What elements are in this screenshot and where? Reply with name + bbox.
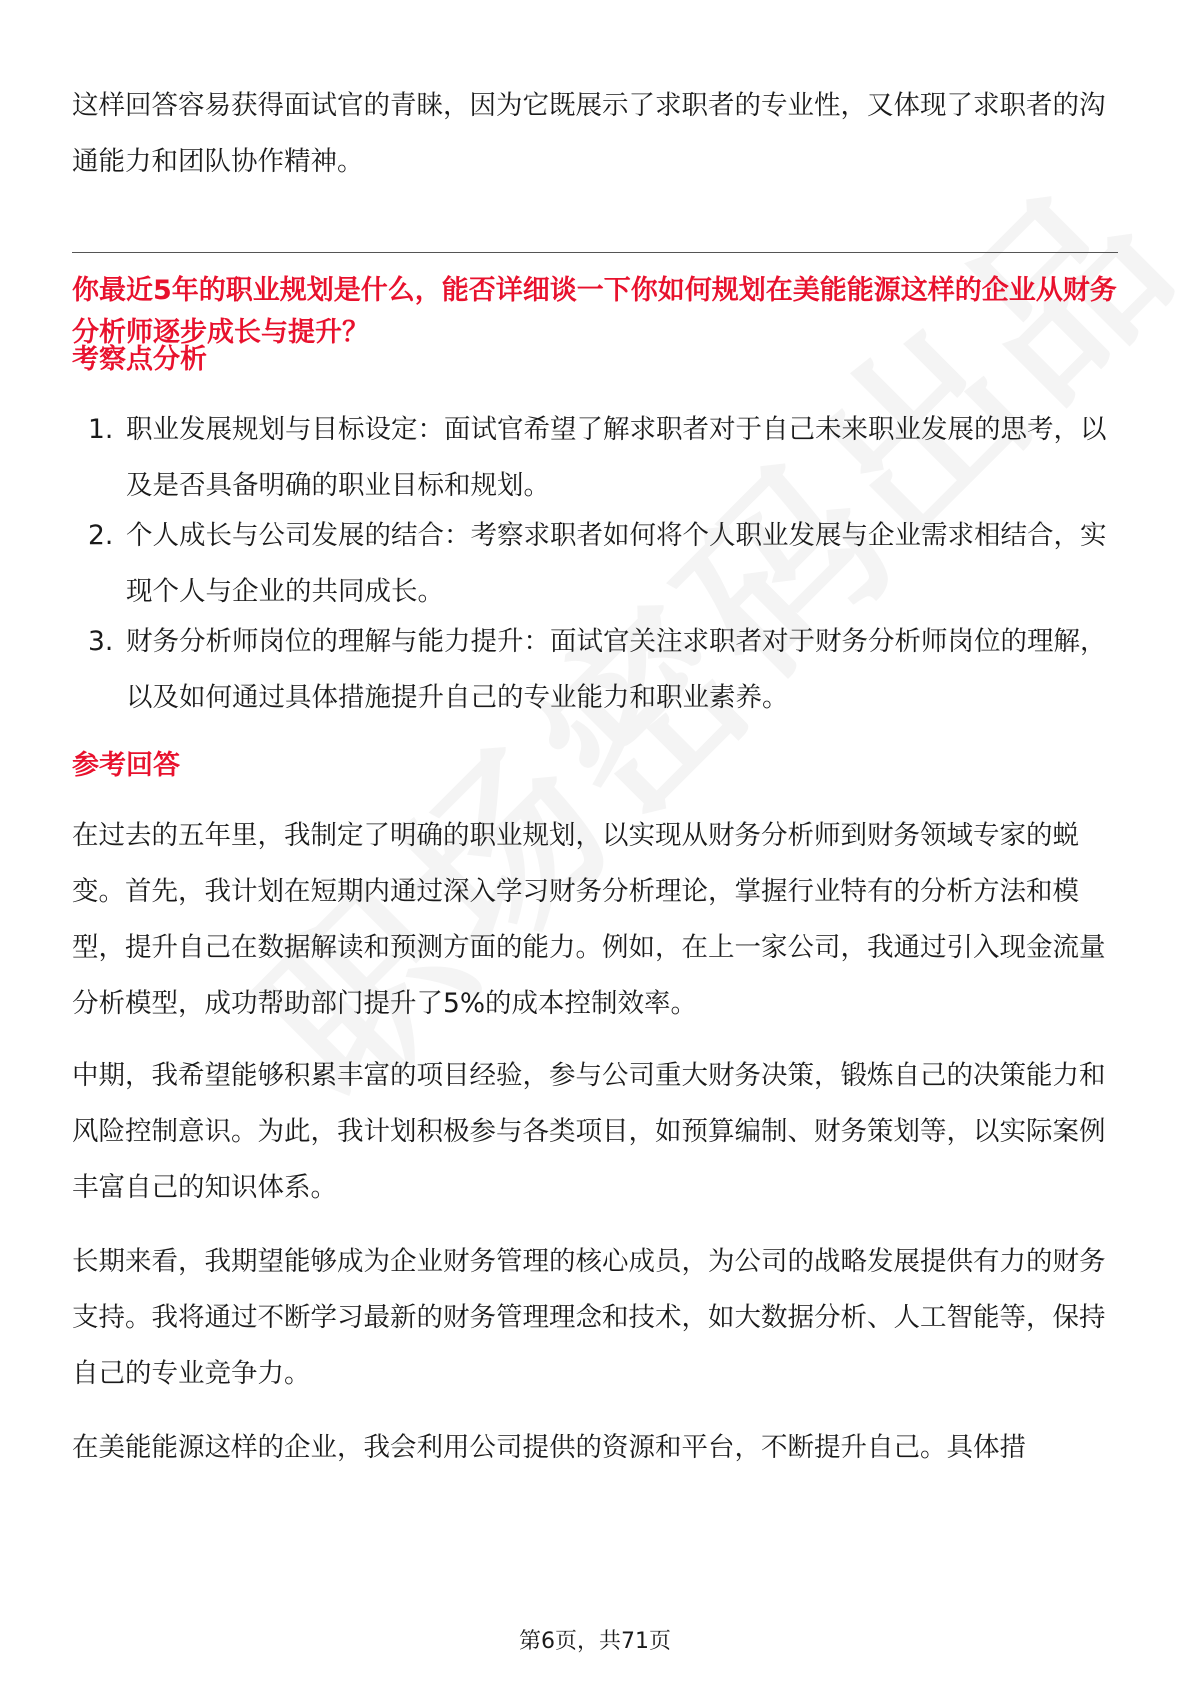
answer-paragraph: 在美能能源这样的企业，我会利用公司提供的资源和平台，不断提升自己。具体措 <box>72 1432 1026 1463</box>
answer-paragraph: 长期来看，我期望能够成为企业财务管理的核心成员，为公司的战略发展提供有力的财务支持。我将通过不断学习最新的财务管理理念和技术，如大数据分析、人工智能等，保持自己的专业竞争力。 <box>72 1246 1106 1389</box>
analysis-item <box>88 508 1118 620</box>
list-text: 个人成长与公司发展的结合：考察求职者如何将个人职业发展与企业需求相结合，实现个人与企业的共同成长。 <box>126 520 1107 607</box>
answer-paragraph: 在过去的五年里，我制定了明确的职业规划，以实现从财务分析师到财务领域专家的蜕变。首先，我计划在短期内通过深入学习财务分析理论，掌握行业特有的分析方法和模型，提升自己在数据解读和预测方面的能力。例如，在上一家公司，我通过引入现金流量分析模型，成功帮助部门提升了5%的成本控制效率。 <box>72 820 1106 1019</box>
list-number: 1. <box>88 414 114 445</box>
section-divider <box>72 252 1118 253</box>
list-text: 职业发展规划与目标设定：面试官希望了解求职者对于自己未来职业发展的思考，以及是否具备明确的职业目标和规划。 <box>126 414 1107 501</box>
list-number: 2. <box>88 520 114 551</box>
question-heading: 你最近5年的职业规划是什么，能否详细谈一下你如何规划在美能能源这样的企业从财务分析师逐步成长与提升？ <box>72 275 1117 348</box>
page-footer: 第6页，共71页 <box>519 1629 671 1654</box>
list-number: 3. <box>88 626 114 657</box>
analysis-item <box>88 402 1118 514</box>
analysis-title: 考察点分析 <box>72 344 207 375</box>
answer-title: 参考回答 <box>72 750 180 781</box>
list-text: 财务分析师岗位的理解与能力提升：面试官关注求职者对于财务分析师岗位的理解，以及如何通过具体措施提升自己的专业能力和职业素养。 <box>126 626 1107 713</box>
analysis-item <box>88 614 1118 726</box>
answer-paragraph: 中期，我希望能够积累丰富的项目经验，参与公司重大财务决策，锻炼自己的决策能力和风险控制意识。为此，我计划积极参与各类项目，如预算编制、财务策划等，以实际案例丰富自己的知识体系。 <box>72 1060 1106 1203</box>
intro-paragraph: 这样回答容易获得面试官的青睐，因为它既展示了求职者的专业性，又体现了求职者的沟通能力和团队协作精神。 <box>72 90 1106 177</box>
